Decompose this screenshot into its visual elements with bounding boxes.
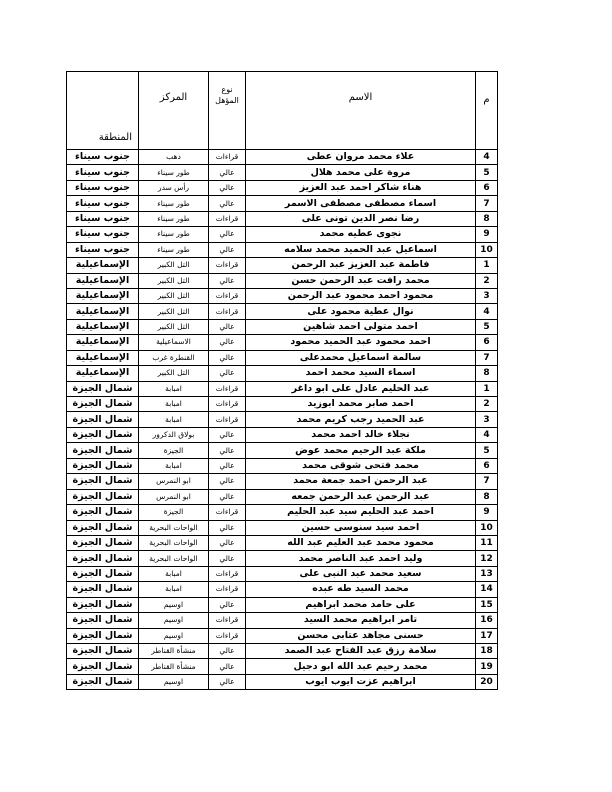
cell-center: اوسيم [139, 674, 209, 689]
cell-region: شمال الجيزة [67, 427, 139, 442]
cell-center: الاسماعيلية [139, 335, 209, 350]
table-row [67, 319, 498, 334]
cell-qualification: عالي [209, 443, 246, 458]
cell-number: 4 [476, 304, 498, 319]
cell-center: الجيزة [139, 505, 209, 520]
cell-center: رأس سدر [139, 180, 209, 195]
table-row [67, 273, 498, 288]
table-header [67, 72, 498, 150]
table-row [67, 674, 498, 689]
cell-name: سعيد محمد عبد النبى على [246, 566, 476, 581]
cell-number: 3 [476, 288, 498, 303]
cell-center: امبابة [139, 381, 209, 396]
cell-name: علاء محمد مروان عطى [246, 150, 476, 165]
cell-center: طور سيناء [139, 165, 209, 180]
cell-qualification: عالي [209, 273, 246, 288]
cell-center: طور سيناء [139, 211, 209, 226]
table-row [67, 520, 498, 535]
cell-qualification: قراءات [209, 613, 246, 628]
cell-center: طور سيناء [139, 196, 209, 211]
cell-region: جنوب سيناء [67, 227, 139, 242]
cell-name: محمد رافت عبد الرحمن حسن [246, 273, 476, 288]
cell-qualification: قراءات [209, 288, 246, 303]
table-row [67, 242, 498, 257]
cell-number: 7 [476, 350, 498, 365]
cell-qualification: عالي [209, 659, 246, 674]
cell-center: التل الكبير [139, 258, 209, 273]
cell-number: 14 [476, 582, 498, 597]
header-number: م [476, 72, 498, 150]
table-row [67, 350, 498, 365]
cell-qualification: عالي [209, 366, 246, 381]
cell-qualification: قراءات [209, 258, 246, 273]
cell-name: احمد محمود عبد الحميد محمود [246, 335, 476, 350]
cell-number: 5 [476, 319, 498, 334]
cell-name: على حامد محمد ابراهيم [246, 597, 476, 612]
cell-name: ابراهيم عزت ايوب ايوب [246, 674, 476, 689]
table-row [67, 427, 498, 442]
table-row [67, 613, 498, 628]
cell-qualification: عالي [209, 474, 246, 489]
table-row [67, 644, 498, 659]
cell-center: امبابة [139, 412, 209, 427]
table-row [67, 582, 498, 597]
cell-number: 6 [476, 335, 498, 350]
cell-number: 16 [476, 613, 498, 628]
cell-region: جنوب سيناء [67, 165, 139, 180]
table-row [67, 180, 498, 195]
cell-center: بولاق الدكرور [139, 427, 209, 442]
cell-region: جنوب سيناء [67, 180, 139, 195]
table-row [67, 211, 498, 226]
cell-region: الإسماعيلية [67, 304, 139, 319]
cell-region: شمال الجيزة [67, 489, 139, 504]
cell-number: 7 [476, 196, 498, 211]
cell-name: احمد متولى احمد شاهين [246, 319, 476, 334]
header-qualification: نوع المؤهل [209, 72, 246, 150]
cell-qualification: عالي [209, 674, 246, 689]
cell-number: 9 [476, 227, 498, 242]
cell-center: اوسيم [139, 613, 209, 628]
cell-number: 15 [476, 597, 498, 612]
cell-number: 6 [476, 180, 498, 195]
cell-number: 11 [476, 535, 498, 550]
cell-name: سالمة اسماعيل محمدعلى [246, 350, 476, 365]
cell-qualification: عالي [209, 551, 246, 566]
cell-name: نوال عطية محمود على [246, 304, 476, 319]
cell-name: عبد الرحمن احمد جمعة محمد [246, 474, 476, 489]
cell-name: محمود محمد عبد العليم عبد الله [246, 535, 476, 550]
cell-region: شمال الجيزة [67, 443, 139, 458]
table-row [67, 505, 498, 520]
cell-name: محمد السيد طه عبده [246, 582, 476, 597]
cell-region: شمال الجيزة [67, 397, 139, 412]
cell-number: 10 [476, 242, 498, 257]
cell-region: شمال الجيزة [67, 566, 139, 581]
table-row [67, 489, 498, 504]
cell-number: 13 [476, 566, 498, 581]
cell-name: اسماء مصطفى مصطفى الاسمر [246, 196, 476, 211]
cell-name: اسماعيل عبد الحميد محمد سلامه [246, 242, 476, 257]
cell-qualification: قراءات [209, 304, 246, 319]
cell-center: امبابة [139, 397, 209, 412]
table-row [67, 381, 498, 396]
cell-qualification: عالي [209, 458, 246, 473]
cell-center: امبابة [139, 566, 209, 581]
cell-name: هناء شاكر احمد عبد العزيز [246, 180, 476, 195]
cell-qualification: قراءات [209, 582, 246, 597]
cell-name: احمد سيد سنوسى حسين [246, 520, 476, 535]
cell-name: تامر ابراهيم محمد السيد [246, 613, 476, 628]
cell-region: شمال الجيزة [67, 474, 139, 489]
cell-name: ملكة عبد الرحيم محمد عوض [246, 443, 476, 458]
table-row [67, 551, 498, 566]
cell-region: شمال الجيزة [67, 674, 139, 689]
cell-number: 4 [476, 150, 498, 165]
cell-center: امبابة [139, 458, 209, 473]
cell-number: 8 [476, 489, 498, 504]
cell-qualification: عالي [209, 427, 246, 442]
cell-center: طور سيناء [139, 227, 209, 242]
cell-region: شمال الجيزة [67, 597, 139, 612]
table-row [67, 258, 498, 273]
cell-qualification: قراءات [209, 566, 246, 581]
cell-region: شمال الجيزة [67, 628, 139, 643]
cell-number: 6 [476, 458, 498, 473]
cell-region: الإسماعيلية [67, 258, 139, 273]
header-center: المركز [139, 72, 209, 150]
cell-center: الجيزة [139, 443, 209, 458]
table-row [67, 335, 498, 350]
cell-region: جنوب سيناء [67, 150, 139, 165]
cell-center: اوسيم [139, 597, 209, 612]
cell-center: التل الكبير [139, 304, 209, 319]
table-row [67, 412, 498, 427]
cell-center: طور سيناء [139, 242, 209, 257]
cell-region: جنوب سيناء [67, 242, 139, 257]
cell-region: جنوب سيناء [67, 211, 139, 226]
cell-region: الإسماعيلية [67, 288, 139, 303]
cell-number: 19 [476, 659, 498, 674]
table-row [67, 366, 498, 381]
cell-region: شمال الجيزة [67, 535, 139, 550]
cell-qualification: عالي [209, 242, 246, 257]
cell-qualification: قراءات [209, 211, 246, 226]
cell-qualification: قراءات [209, 412, 246, 427]
table-row [67, 196, 498, 211]
cell-qualification: عالي [209, 227, 246, 242]
cell-center: الواحات البحرية [139, 551, 209, 566]
cell-qualification: عالي [209, 644, 246, 659]
cell-region: شمال الجيزة [67, 381, 139, 396]
table-row [67, 227, 498, 242]
cell-center: دهب [139, 150, 209, 165]
cell-center: ابو النمرس [139, 474, 209, 489]
cell-number: 17 [476, 628, 498, 643]
cell-region: شمال الجيزة [67, 613, 139, 628]
cell-number: 4 [476, 427, 498, 442]
cell-number: 10 [476, 520, 498, 535]
cell-name: عبد الحميد رجب كريم محمد [246, 412, 476, 427]
cell-qualification: قراءات [209, 381, 246, 396]
cell-region: شمال الجيزة [67, 551, 139, 566]
table-row [67, 458, 498, 473]
table-body [67, 150, 498, 690]
cell-center: القنطرة غرب [139, 350, 209, 365]
cell-region: الإسماعيلية [67, 350, 139, 365]
cell-name: احمد عبد الحليم سيد عبد الحليم [246, 505, 476, 520]
cell-center: الواحات البحرية [139, 520, 209, 535]
header-name: الاسم [246, 72, 476, 150]
cell-qualification: عالي [209, 165, 246, 180]
table-row [67, 659, 498, 674]
cell-region: الإسماعيلية [67, 366, 139, 381]
cell-number: 18 [476, 644, 498, 659]
cell-center: ابو النمرس [139, 489, 209, 504]
cell-name: محمد رحيم عبد الله ابو دجيل [246, 659, 476, 674]
header-region: المنطقة [67, 72, 139, 150]
cell-region: شمال الجيزة [67, 458, 139, 473]
cell-name: فاطمة عبد العزيز عبد الرحمن [246, 258, 476, 273]
cell-qualification: قراءات [209, 150, 246, 165]
cell-qualification: عالي [209, 535, 246, 550]
cell-number: 2 [476, 273, 498, 288]
cell-name: وليد احمد عبد الناصر محمد [246, 551, 476, 566]
cell-center: التل الكبير [139, 366, 209, 381]
cell-qualification: قراءات [209, 397, 246, 412]
cell-region: الإسماعيلية [67, 335, 139, 350]
cell-number: 1 [476, 258, 498, 273]
header-row [67, 72, 498, 150]
cell-qualification: عالي [209, 319, 246, 334]
table-row [67, 443, 498, 458]
cell-region: شمال الجيزة [67, 644, 139, 659]
cell-name: رضا نصر الدين تونى على [246, 211, 476, 226]
cell-name: محمد فتحى شوقى محمد [246, 458, 476, 473]
cell-name: نجلاء خالد احمد محمد [246, 427, 476, 442]
cell-qualification: عالي [209, 180, 246, 195]
cell-region: شمال الجيزة [67, 659, 139, 674]
table-row [67, 304, 498, 319]
cell-center: امبابة [139, 582, 209, 597]
cell-region: جنوب سيناء [67, 196, 139, 211]
table-row [67, 474, 498, 489]
cell-region: شمال الجيزة [67, 520, 139, 535]
cell-region: الإسماعيلية [67, 319, 139, 334]
cell-qualification: قراءات [209, 505, 246, 520]
cell-center: التل الكبير [139, 288, 209, 303]
cell-number: 8 [476, 211, 498, 226]
cell-name: اسماء السيد محمد احمد [246, 366, 476, 381]
cell-center: التل الكبير [139, 319, 209, 334]
table-row [67, 397, 498, 412]
cell-name: محمود احمد محمود عبد الرحمن [246, 288, 476, 303]
participants-table [66, 71, 498, 690]
cell-region: شمال الجيزة [67, 505, 139, 520]
cell-name: عبد الرحمن عبد الرحمن جمعه [246, 489, 476, 504]
cell-center: اوسيم [139, 628, 209, 643]
cell-center: منشأة القناطر [139, 644, 209, 659]
table-row [67, 597, 498, 612]
cell-number: 8 [476, 366, 498, 381]
cell-center: التل الكبير [139, 273, 209, 288]
cell-qualification: قراءات [209, 628, 246, 643]
cell-qualification: عالي [209, 196, 246, 211]
cell-qualification: عالي [209, 350, 246, 365]
cell-center: منشأة القناطر [139, 659, 209, 674]
cell-name: عبد الحليم عادل على ابو داغر [246, 381, 476, 396]
cell-number: 5 [476, 165, 498, 180]
cell-number: 20 [476, 674, 498, 689]
cell-number: 12 [476, 551, 498, 566]
cell-name: حسنى مجاهد عتابى محسن [246, 628, 476, 643]
cell-number: 9 [476, 505, 498, 520]
cell-qualification: عالي [209, 335, 246, 350]
cell-number: 7 [476, 474, 498, 489]
cell-name: مروة على محمد هلال [246, 165, 476, 180]
cell-number: 3 [476, 412, 498, 427]
cell-number: 1 [476, 381, 498, 396]
cell-number: 5 [476, 443, 498, 458]
table-row [67, 165, 498, 180]
cell-qualification: عالي [209, 489, 246, 504]
cell-name: سلامة رزق عبد الفتاح عبد الصمد [246, 644, 476, 659]
cell-name: نجوى عطيه محمد [246, 227, 476, 242]
cell-qualification: عالي [209, 520, 246, 535]
cell-region: الإسماعيلية [67, 273, 139, 288]
table-row [67, 628, 498, 643]
cell-region: شمال الجيزة [67, 582, 139, 597]
cell-name: احمد صابر محمد ابوزيد [246, 397, 476, 412]
table-row [67, 566, 498, 581]
cell-number: 2 [476, 397, 498, 412]
cell-region: شمال الجيزة [67, 412, 139, 427]
table-row [67, 288, 498, 303]
table-row [67, 150, 498, 165]
cell-center: الواحات البحرية [139, 535, 209, 550]
table-row [67, 535, 498, 550]
cell-qualification: عالي [209, 597, 246, 612]
